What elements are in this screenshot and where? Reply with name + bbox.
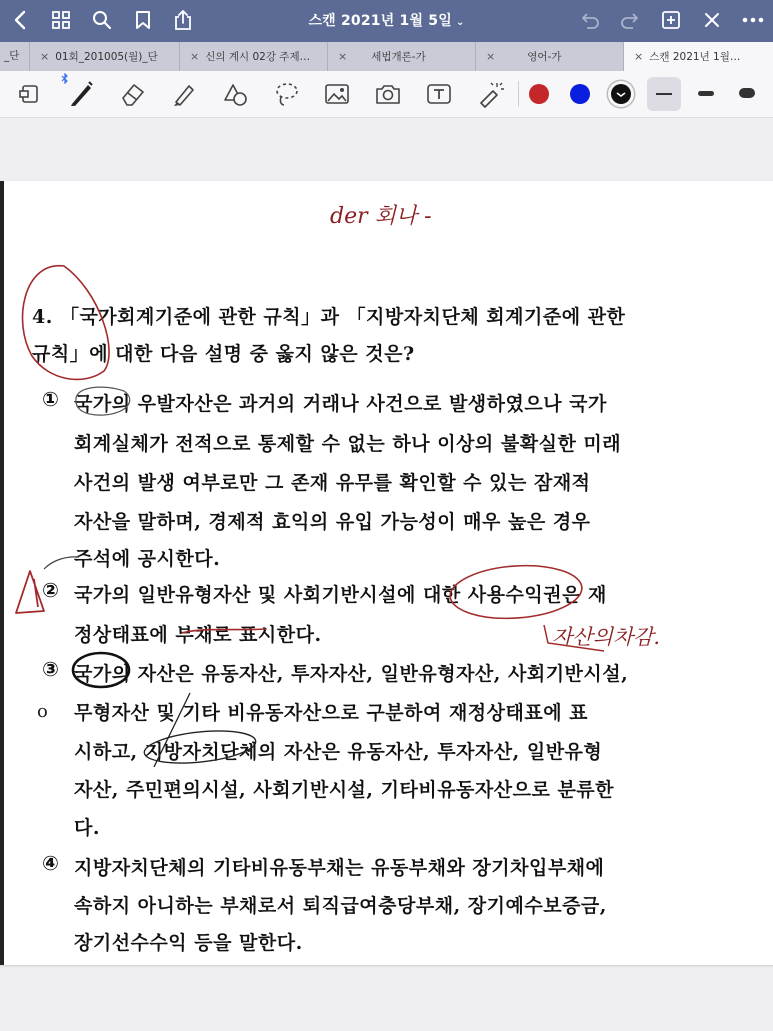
text-icon[interactable] bbox=[424, 79, 454, 109]
image-icon[interactable] bbox=[322, 79, 352, 109]
highlighter-icon[interactable] bbox=[169, 79, 199, 109]
color-swatch-blue[interactable] bbox=[570, 84, 590, 104]
option-3-line-2: 무형자산 및 기타 비유동자산으로 구분하여 재정상태표에 표 bbox=[74, 702, 589, 724]
option-2-line-1: 국가의 일반유형자산 및 사회기반시설에 대한 사용수익권은 재 bbox=[74, 584, 607, 606]
tab-label: 신의 계시 02강 주제… bbox=[205, 51, 311, 63]
tab-label: 세법개론-가 bbox=[371, 51, 426, 63]
option-4-line-2: 속하지 아니하는 부채로서 퇴직급여충당부채, 장기예수보증금, bbox=[74, 895, 607, 917]
undo-icon[interactable] bbox=[576, 6, 604, 34]
pen-icon[interactable] bbox=[66, 79, 96, 109]
eraser-icon[interactable] bbox=[118, 79, 148, 109]
option-4-number: ④ bbox=[42, 851, 60, 875]
stroke-medium[interactable] bbox=[698, 91, 714, 96]
color-swatch-black-selected[interactable] bbox=[611, 84, 631, 104]
zoom-select-icon[interactable] bbox=[15, 79, 45, 109]
redo-icon[interactable] bbox=[616, 6, 644, 34]
tab-close-icon[interactable]: × bbox=[190, 50, 200, 63]
tab-4[interactable] bbox=[476, 42, 624, 71]
camera-icon[interactable] bbox=[373, 79, 403, 109]
document-page[interactable] bbox=[0, 181, 773, 965]
option-1-line-3: 사건의 발생 여부로만 그 존재 유무를 확인할 수 있는 잠재적 bbox=[74, 472, 591, 494]
tab-5-active[interactable] bbox=[624, 42, 773, 71]
option-3-line-3: 시하고, 지방자치단체의 자산은 유동자산, 투자자산, 일반유형 bbox=[74, 741, 603, 763]
question-line-2: 규칙」에 대한 다음 설명 중 옳지 않은 것은? bbox=[32, 343, 415, 365]
top-nav-bar bbox=[0, 0, 773, 42]
tab-1[interactable] bbox=[30, 42, 180, 71]
add-page-icon[interactable] bbox=[657, 6, 685, 34]
pen-annotations bbox=[4, 181, 773, 965]
option-1-line-4: 자산을 말하며, 경제적 효익의 유입 가능성이 매우 높은 경우 bbox=[74, 511, 591, 533]
tab-label: _단 bbox=[4, 50, 20, 62]
stroke-thin-selected[interactable] bbox=[647, 77, 681, 111]
red-triangle-option-2 bbox=[16, 571, 44, 613]
document-title-text: 스캔 2021년 1월 5일 bbox=[308, 13, 452, 29]
laser-icon[interactable] bbox=[475, 79, 505, 109]
option-3-line-5: 다. bbox=[74, 817, 100, 839]
handwritten-note-option-2: 자산의차감. bbox=[552, 625, 661, 649]
option-1-line-2: 회계실체가 전적으로 통제할 수 없는 하나 이상의 불확실한 미래 bbox=[74, 433, 622, 455]
option-1-line-1: 국가의 우발자산은 과거의 거래나 사건으로 발생하였으나 국가 bbox=[74, 393, 607, 415]
tab-label: 영어-가 bbox=[527, 51, 562, 63]
margin-mark-option-3: o bbox=[37, 701, 48, 722]
bluetooth-icon bbox=[60, 73, 70, 83]
tab-bar bbox=[0, 42, 773, 71]
more-icon[interactable] bbox=[739, 6, 767, 34]
toolbar-divider bbox=[518, 81, 519, 107]
lasso-icon[interactable] bbox=[272, 79, 302, 109]
stroke-thick[interactable] bbox=[739, 88, 755, 98]
tab-close-icon[interactable]: × bbox=[40, 50, 50, 63]
question-line-1: 4. 「국가회계기준에 관한 규칙」과 「지방자치단체 회계기준에 관한 bbox=[32, 306, 626, 328]
tab-close-icon[interactable]: × bbox=[338, 50, 348, 63]
option-1-number: ① bbox=[42, 387, 60, 411]
close-pen-icon[interactable] bbox=[698, 6, 726, 34]
option-4-line-1: 지방자치단체의 기타비유동부채는 유동부채와 장기차입부채에 bbox=[74, 857, 605, 879]
handwritten-note-top: der 회나 - bbox=[330, 204, 432, 229]
option-2-line-2: 정상태표에 부채로 표시한다. bbox=[74, 624, 322, 646]
chevron-down-icon: ⌄ bbox=[455, 17, 465, 28]
tab-0[interactable] bbox=[0, 42, 30, 71]
tab-label: 스캔 2021년 1월… bbox=[649, 51, 741, 63]
tab-2[interactable] bbox=[180, 42, 328, 71]
option-2-number: ② bbox=[42, 578, 60, 602]
color-swatch-red[interactable] bbox=[529, 84, 549, 104]
tab-close-icon[interactable]: × bbox=[634, 50, 644, 63]
option-3-line-1: 국가의 자산은 유동자산, 투자자산, 일반유형자산, 사회기반시설, bbox=[74, 663, 629, 685]
tab-3[interactable] bbox=[328, 42, 476, 71]
tab-close-icon[interactable]: × bbox=[486, 50, 496, 63]
shapes-icon[interactable] bbox=[220, 79, 250, 109]
option-3-number: ③ bbox=[42, 657, 60, 681]
tab-label: 01회_201005(월)_단 bbox=[55, 51, 158, 63]
option-1-line-5: 주석에 공시한다. bbox=[74, 548, 221, 570]
option-4-line-3: 장기선수수익 등을 말한다. bbox=[74, 932, 303, 954]
option-3-line-4: 자산, 주민편의시설, 사회기반시설, 기타비유동자산으로 분류한 bbox=[74, 779, 615, 801]
